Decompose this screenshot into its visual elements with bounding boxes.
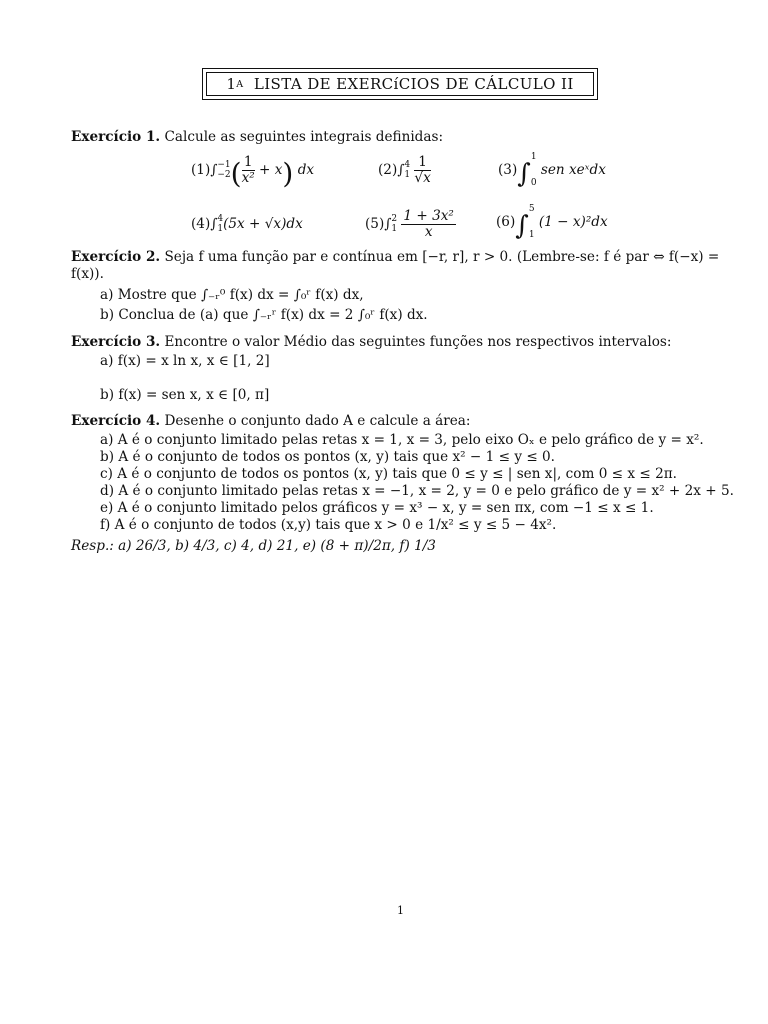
ex1-label: Exercício 1.	[71, 129, 161, 145]
integral-1: (1) ∫ −1 −2 ( $\frac{1}{\text{x²}}$ + x ) dx	[191, 153, 315, 190]
ex4-item-f: f) A é o conjunto de todos (x,y) tais que x > 0 e 1/x² ≤ y ≤ 5 − 4x².	[100, 517, 557, 533]
ex3-item-a: a) f(x) = x ln x, x ∈ [1, 2]	[100, 353, 270, 369]
integral-6: (6) ∫ 5 1 (1 − x)²dx	[496, 204, 608, 241]
integral-1-dx: dx	[297, 162, 315, 178]
ex2-text1: Seja f uma função par e contínua em [−r, r], r > 0. (Lembre-se: f é par ⇔ f(−x) =	[164, 249, 720, 265]
ex3-text: Encontre o valor Médio das seguintes funções nos respectivos intervalos:	[164, 334, 672, 350]
ex3-label: Exercício 3.	[71, 334, 161, 350]
ex2-line1	[71, 249, 719, 266]
ex2-item-a: a) Mostre que ∫₋ᵣ⁰ f(x) dx = ∫₀ʳ f(x) dx,	[100, 287, 364, 303]
title-number: 1	[226, 75, 237, 93]
integral-4-label: (4)	[191, 216, 211, 232]
ex1-heading	[71, 129, 443, 146]
page-number: 1	[397, 904, 404, 917]
title-text: LISTA DE EXERCíCIOS DE CÁLCULO II	[253, 75, 574, 93]
integral-2-fraction: $\frac{1}{√x}$	[414, 153, 431, 186]
ex3-item-b: b) f(x) = sen x, x ∈ [0, π]	[100, 387, 270, 403]
page-title	[206, 72, 594, 96]
ex4-item-c: c) A é o conjunto de todos os pontos (x, y) tais que 0 ≤ y ≤ | sen x|, com 0 ≤ x ≤ 2π.	[100, 466, 677, 482]
integral-1-lower: −2	[217, 170, 231, 180]
integral-6-body: (1 − x)²dx	[538, 214, 608, 230]
integral-2: (2) ∫ 4 1 $\frac{1}{√x}$	[378, 153, 431, 186]
ex2-line2: f(x)).	[71, 266, 104, 282]
integral-1-tail: + x	[259, 162, 283, 178]
ex4-text: Desenhe o conjunto dado A e calcule a área:	[164, 413, 471, 429]
integral-5: (5) ∫ 2 1 $\frac{\text{1 + 3x²}}{x}$	[365, 207, 454, 240]
ex1-intro: Calcule as seguintes integrais definidas:	[164, 129, 444, 145]
integral-1-fraction: $\frac{1}{\text{x²}}$	[241, 153, 255, 186]
integral-2-label: (2)	[378, 162, 398, 178]
integral-3-label: (3)	[498, 162, 518, 178]
ex4-item-e: e) A é o conjunto limitado pelos gráficos y = x³ − x, y = sen πx, com −1 ≤ x ≤ 1.	[100, 500, 654, 516]
ex4-heading	[71, 413, 471, 430]
ex4-answers: Resp.: a) 26/3, b) 4/3, c) 4, d) 21, e) (8 + π)/2π, f) 1/3	[71, 538, 436, 554]
integral-1-upper: −1	[217, 160, 231, 170]
ex2-label: Exercício 2.	[71, 249, 161, 265]
integral-3: (3) ∫ 1 0 sen xeˣdx	[498, 152, 606, 189]
ex3-heading	[71, 334, 671, 351]
title-sup: A	[236, 78, 244, 90]
integral-4-body: (5x + √x)dx	[223, 216, 303, 232]
ex4-item-a: a) A é o conjunto limitado pelas retas x = 1, x = 3, pelo eixo Oₓ e pelo gráfico de y = x².	[100, 432, 704, 448]
integral-3-body: sen xeˣdx	[540, 162, 606, 178]
ex4-item-b: b) A é o conjunto de todos os pontos (x, y) tais que x² − 1 ≤ y ≤ 0.	[100, 449, 556, 465]
ex2-item-b: b) Conclua de (a) que ∫₋ᵣʳ f(x) dx = 2 ∫₀ʳ f(x) dx.	[100, 307, 428, 323]
title-box	[202, 68, 598, 100]
integral-6-label: (6)	[496, 214, 516, 230]
integral-1-label: (1)	[191, 162, 211, 178]
integral-5-label: (5)	[365, 216, 385, 232]
ex4-item-d: d) A é o conjunto limitado pelas retas x = −1, x = 2, y = 0 e pelo gráfico de y = x² + 2x + 5.	[100, 483, 734, 499]
integral-4: (4) ∫ 4 1 (5x + √x)dx	[191, 214, 303, 234]
integral-5-fraction: $\frac{\text{1 + 3x²}}{x}$	[403, 207, 454, 240]
ex4-label: Exercício 4.	[71, 413, 161, 429]
